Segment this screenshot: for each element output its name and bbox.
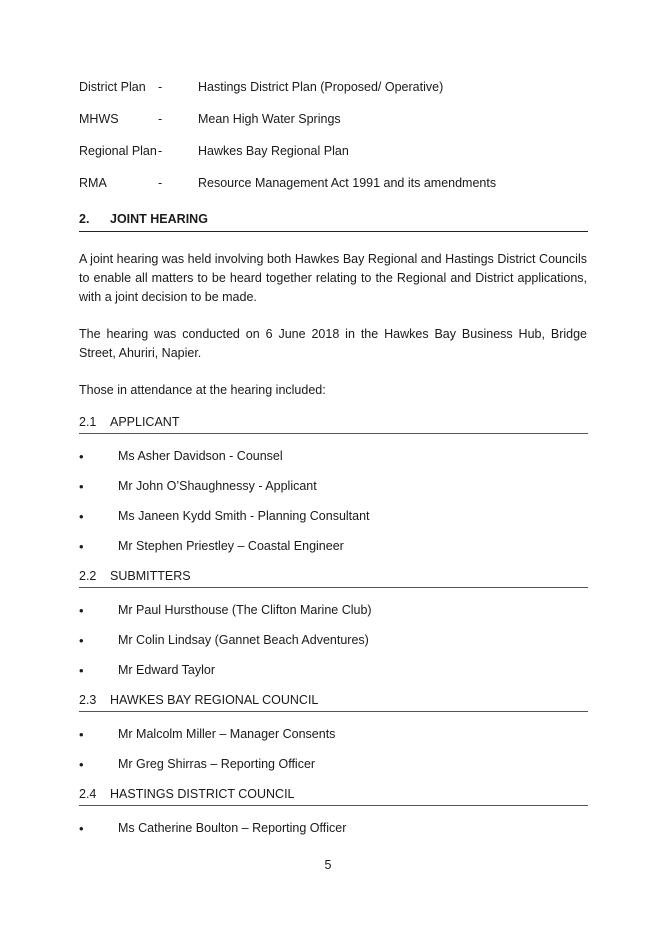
attendee-item: Ms Asher Davidson - Counsel [118,449,283,463]
attendee-item: Ms Catherine Boulton – Reporting Officer [118,821,347,835]
bullet-icon: • [79,663,84,678]
definition-term: RMA [79,176,107,190]
attendee-item: Mr Colin Lindsay (Gannet Beach Adventures) [118,633,369,647]
subsection-number: 2.1 [79,415,97,429]
attendee-item: Mr Greg Shirras – Reporting Officer [118,757,316,771]
attendee-item: Mr John O’Shaughnessy - Applicant [118,479,317,493]
subsection-title: HASTINGS DISTRICT COUNCIL [110,787,295,801]
subsection-number: 2.4 [79,787,97,801]
bullet-icon: • [79,821,84,836]
section-divider [79,231,588,232]
definition-term: Regional Plan [79,144,157,158]
definition-text: Resource Management Act 1991 and its amendments [198,176,497,190]
paragraph: Those in attendance at the hearing included: [79,383,326,397]
paragraph: A joint hearing was held involving both Hawkes Bay Regional and Hastings District Councils to enable all matters to be heard together relating to the Regional and District applications, with a joint decision to be made. [79,252,587,304]
definition-dash: - [158,112,163,126]
subsection-title: APPLICANT [110,415,180,429]
subsection-title: SUBMITTERS [110,569,191,583]
bullet-icon: • [79,727,84,742]
bullet-icon: • [79,449,84,464]
definition-term: District Plan [79,80,146,94]
bullet-icon: • [79,757,84,772]
attendee-item: Mr Edward Taylor [118,663,216,677]
attendee-item: Mr Malcolm Miller – Manager Consents [118,727,336,741]
attendee-item: Mr Paul Hursthouse (The Clifton Marine Club) [118,603,372,617]
definition-text: Mean High Water Springs [198,112,341,126]
page-number: 5 [324,858,332,872]
bullet-icon: • [79,539,84,554]
subsection-divider [79,587,588,588]
definition-term: MHWS [79,112,119,126]
subsection-divider [79,711,588,712]
definition-dash: - [158,144,163,158]
bullet-icon: • [79,509,84,524]
subsection-divider [79,805,588,806]
subsection-number: 2.3 [79,693,97,707]
section-number: 2. [79,212,90,226]
section-title: JOINT HEARING [110,212,208,226]
definition-dash: - [158,80,163,94]
bullet-icon: • [79,603,84,618]
definition-text: Hawkes Bay Regional Plan [198,144,349,158]
definition-dash: - [158,176,163,190]
definition-text: Hastings District Plan (Proposed/ Operative) [198,80,444,94]
subsection-divider [79,433,588,434]
attendee-item: Mr Stephen Priestley – Coastal Engineer [118,539,344,553]
paragraph: The hearing was conducted on 6 June 2018 in the Hawkes Bay Business Hub, Bridge Street, Ahuriri, Napier. [79,327,587,360]
bullet-icon: • [79,479,84,494]
bullet-icon: • [79,633,84,648]
attendee-item: Ms Janeen Kydd Smith - Planning Consultant [118,509,370,523]
subsection-title: HAWKES BAY REGIONAL COUNCIL [110,693,319,707]
subsection-number: 2.2 [79,569,97,583]
